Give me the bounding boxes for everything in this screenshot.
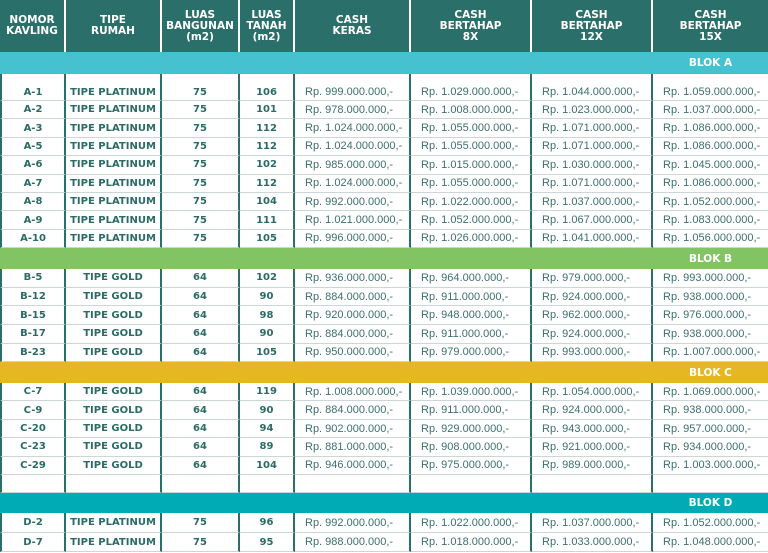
cell-tipe-rumah: TIPE GOLD: [66, 383, 162, 401]
cell-cash-keras: Rp. 902.000.000,-: [295, 420, 411, 438]
cell-cash-keras: Rp. 920.000.000,-: [295, 306, 411, 325]
cell-luas-tanah: 96: [240, 513, 295, 533]
cell-luas-bangunan: 75: [162, 101, 240, 119]
section-band-blok-b: [0, 248, 768, 269]
cell-cash-bertahap-8x: Rp. 911.000.000,-: [411, 401, 532, 419]
cell-nomor-kavling: A-10: [0, 230, 66, 248]
cell-cash-keras: Rp. 1.021.000.000,-: [295, 211, 411, 229]
header-cash-keras: CASH KERAS: [295, 0, 411, 52]
cell-cash-bertahap-8x: Rp. 929.000.000,-: [411, 420, 532, 438]
cell-nomor-kavling: B-17: [0, 325, 66, 344]
cell-luas-bangunan: 64: [162, 325, 240, 344]
cell-nomor-kavling: A-1: [0, 74, 66, 101]
cell-cash-bertahap-15x: Rp. 1.086.000.000,-: [653, 119, 768, 137]
table-row: [0, 193, 768, 211]
cell-luas-bangunan: 75: [162, 119, 240, 137]
table-row: [0, 156, 768, 174]
cell-cash-keras: Rp. 992.000.000,-: [295, 193, 411, 211]
header-cash-bertahap-15x: CASH BERTAHAP 15X: [679, 8, 742, 43]
cell-cash-bertahap-12x: Rp. 962.000.000,-: [532, 306, 653, 325]
cell-nomor-kavling: D-7: [0, 533, 66, 553]
cell-cash-bertahap-12x: Rp. 1.037.000.000,-: [532, 513, 653, 533]
cell-cash-bertahap-8x: Rp. 1.022.000.000,-: [411, 193, 532, 211]
cell-cash-bertahap-15x: Rp. 1.045.000.000,-: [653, 156, 768, 174]
cell-cash-bertahap-15x: Rp. 1.059.000.000,-: [653, 74, 768, 101]
cell-tipe-rumah: TIPE GOLD: [66, 325, 162, 344]
cell-cash-keras: Rp. 936.000.000,-: [295, 269, 411, 288]
cell-luas-tanah: 105: [240, 344, 295, 363]
table-row: [0, 475, 768, 493]
cell-cash-bertahap-12x: Rp. 924.000.000,-: [532, 401, 653, 419]
table-row: [0, 420, 768, 438]
cell-luas-tanah: 90: [240, 325, 295, 344]
table-row: [0, 533, 768, 553]
cell-nomor-kavling: B-23: [0, 344, 66, 363]
cell-luas-tanah: 111: [240, 211, 295, 229]
cell-luas-bangunan: 75: [162, 175, 240, 193]
cell-tipe-rumah: TIPE PLATINUM: [66, 156, 162, 174]
cell-luas-bangunan: 64: [162, 269, 240, 288]
cell-luas-bangunan: 75: [162, 156, 240, 174]
cell-cash-keras: Rp. 988.000.000,-: [295, 533, 411, 553]
cell-cash-keras: Rp. 884.000.000,-: [295, 401, 411, 419]
cell-luas-bangunan: 64: [162, 457, 240, 475]
cell-nomor-kavling: A-9: [0, 211, 66, 229]
cell-cash-bertahap-8x: Rp. 1.055.000.000,-: [411, 175, 532, 193]
cell-tipe-rumah: TIPE GOLD: [66, 306, 162, 325]
cell-cash-bertahap-8x: Rp. 1.015.000.000,-: [411, 156, 532, 174]
cell-cash-bertahap-15x: Rp. 1.048.000.000,-: [653, 533, 768, 553]
cell-tipe-rumah: TIPE GOLD: [66, 420, 162, 438]
cell-luas-tanah: 102: [240, 156, 295, 174]
cell-nomor-kavling: C-23: [0, 438, 66, 456]
cell-luas-bangunan: 64: [162, 306, 240, 325]
cell-cash-bertahap-8x: Rp. 1.018.000.000,-: [411, 533, 532, 553]
cell-cash-bertahap-12x: Rp. 1.033.000.000,-: [532, 533, 653, 553]
section-label: BLOK B: [688, 252, 733, 265]
cell-cash-bertahap-12x: Rp. 1.071.000.000,-: [532, 138, 653, 156]
section-label: BLOK D: [688, 497, 733, 510]
cell-cash-keras: Rp. 996.000.000,-: [295, 230, 411, 248]
header-luas-bangunan: LUAS BANGUNAN (m2): [162, 0, 240, 52]
cell-cash-bertahap-8x: Rp. 1.022.000.000,-: [411, 513, 532, 533]
cell-luas-tanah: 102: [240, 269, 295, 288]
cell-cash-keras: Rp. 1.024.000.000,-: [295, 138, 411, 156]
table-row: [0, 288, 768, 307]
section-label: BLOK C: [689, 366, 732, 379]
cell-cash-keras: Rp. 999.000.000,-: [295, 74, 411, 101]
cell-cash-bertahap-15x: Rp. 993.000.000,-: [653, 269, 768, 288]
table-row: [0, 138, 768, 156]
cell-tipe-rumah: TIPE GOLD: [66, 401, 162, 419]
cell-tipe-rumah: TIPE GOLD: [66, 344, 162, 363]
cell-tipe-rumah: TIPE PLATINUM: [66, 101, 162, 119]
cell-nomor-kavling: A-7: [0, 175, 66, 193]
cell-cash-bertahap-12x: [532, 475, 653, 493]
cell-cash-bertahap-8x: Rp. 1.039.000.000,-: [411, 383, 532, 401]
cell-nomor-kavling: B-12: [0, 288, 66, 307]
cell-cash-bertahap-15x: Rp. 1.037.000.000,-: [653, 101, 768, 119]
cell-luas-tanah: 98: [240, 306, 295, 325]
cell-cash-bertahap-8x: Rp. 948.000.000,-: [411, 306, 532, 325]
cell-nomor-kavling: C-9: [0, 401, 66, 419]
cell-cash-bertahap-15x: Rp. 1.056.000.000,-: [653, 230, 768, 248]
cell-luas-tanah: 101: [240, 101, 295, 119]
cell-cash-bertahap-8x: Rp. 1.008.000.000,-: [411, 101, 532, 119]
cell-cash-bertahap-8x: Rp. 1.055.000.000,-: [411, 119, 532, 137]
cell-cash-bertahap-12x: Rp. 1.023.000.000,-: [532, 101, 653, 119]
cell-luas-tanah: 112: [240, 138, 295, 156]
cell-cash-bertahap-12x: Rp. 1.071.000.000,-: [532, 175, 653, 193]
table-row: [0, 383, 768, 401]
header-tipe-rumah: TIPE RUMAH: [66, 0, 162, 52]
cell-cash-bertahap-15x: Rp. 1.052.000.000,-: [653, 513, 768, 533]
table-row: [0, 119, 768, 137]
cell-tipe-rumah: TIPE PLATINUM: [66, 119, 162, 137]
cell-tipe-rumah: TIPE PLATINUM: [66, 74, 162, 101]
cell-tipe-rumah: [66, 475, 162, 493]
cell-tipe-rumah: TIPE PLATINUM: [66, 211, 162, 229]
cell-cash-bertahap-15x: Rp. 957.000.000,-: [653, 420, 768, 438]
cell-cash-keras: Rp. 992.000.000,-: [295, 513, 411, 533]
cell-nomor-kavling: C-7: [0, 383, 66, 401]
cell-nomor-kavling: C-20: [0, 420, 66, 438]
cell-luas-bangunan: [162, 475, 240, 493]
header-cash-bertahap-12x: CASH BERTAHAP 12X: [532, 0, 653, 52]
cell-luas-bangunan: 64: [162, 288, 240, 307]
cell-cash-bertahap-15x: [653, 475, 768, 493]
table-row: [0, 74, 768, 101]
table-row: [0, 457, 768, 475]
cell-cash-keras: Rp. 978.000.000,-: [295, 101, 411, 119]
cell-cash-keras: Rp. 1.008.000.000,-: [295, 383, 411, 401]
cell-cash-keras: Rp. 1.024.000.000,-: [295, 175, 411, 193]
cell-luas-bangunan: 75: [162, 211, 240, 229]
cell-cash-bertahap-12x: Rp. 943.000.000,-: [532, 420, 653, 438]
cell-tipe-rumah: TIPE PLATINUM: [66, 513, 162, 533]
cell-cash-bertahap-12x: Rp. 993.000.000,-: [532, 344, 653, 363]
header-cash-bertahap-8x: CASH BERTAHAP 8X: [411, 0, 532, 52]
cell-tipe-rumah: TIPE GOLD: [66, 438, 162, 456]
cell-luas-tanah: 105: [240, 230, 295, 248]
table-row: [0, 513, 768, 533]
cell-luas-tanah: 112: [240, 175, 295, 193]
cell-nomor-kavling: C-29: [0, 457, 66, 475]
cell-cash-bertahap-15x: Rp. 1.083.000.000,-: [653, 211, 768, 229]
cell-tipe-rumah: TIPE GOLD: [66, 269, 162, 288]
cell-luas-tanah: 104: [240, 193, 295, 211]
cell-cash-keras: [295, 475, 411, 493]
cell-cash-bertahap-15x: Rp. 1.007.000.000,-: [653, 344, 768, 363]
cell-cash-bertahap-8x: Rp. 979.000.000,-: [411, 344, 532, 363]
cell-cash-keras: Rp. 1.024.000.000,-: [295, 119, 411, 137]
cell-luas-bangunan: 75: [162, 513, 240, 533]
cell-nomor-kavling: D-2: [0, 513, 66, 533]
table-row: [0, 230, 768, 248]
cell-cash-bertahap-12x: Rp. 1.037.000.000,-: [532, 193, 653, 211]
cell-cash-bertahap-8x: Rp. 1.052.000.000,-: [411, 211, 532, 229]
cell-cash-bertahap-8x: Rp. 911.000.000,-: [411, 325, 532, 344]
cell-cash-bertahap-8x: Rp. 964.000.000,-: [411, 269, 532, 288]
cell-cash-bertahap-12x: Rp. 979.000.000,-: [532, 269, 653, 288]
cell-luas-tanah: 90: [240, 288, 295, 307]
cell-cash-bertahap-12x: Rp. 989.000.000,-: [532, 457, 653, 475]
header-luas-tanah: LUAS TANAH (m2): [240, 0, 295, 52]
cell-cash-bertahap-8x: Rp. 975.000.000,-: [411, 457, 532, 475]
table-row: [0, 101, 768, 119]
cell-cash-keras: Rp. 884.000.000,-: [295, 325, 411, 344]
cell-cash-bertahap-12x: Rp. 921.000.000,-: [532, 438, 653, 456]
cell-cash-bertahap-15x: Rp. 976.000.000,-: [653, 306, 768, 325]
cell-luas-bangunan: 75: [162, 230, 240, 248]
table-row: [0, 344, 768, 363]
table-row: [0, 175, 768, 193]
cell-cash-bertahap-8x: Rp. 1.055.000.000,-: [411, 138, 532, 156]
cell-nomor-kavling: B-5: [0, 269, 66, 288]
cell-luas-tanah: 95: [240, 533, 295, 553]
cell-nomor-kavling: A-6: [0, 156, 66, 174]
cell-luas-bangunan: 75: [162, 138, 240, 156]
cell-tipe-rumah: TIPE PLATINUM: [66, 533, 162, 553]
header-nomor-kavling: NOMOR KAVLING: [0, 0, 66, 52]
cell-luas-bangunan: 64: [162, 344, 240, 363]
cell-cash-bertahap-15x: Rp. 938.000.000,-: [653, 288, 768, 307]
cell-cash-bertahap-12x: Rp. 924.000.000,-: [532, 325, 653, 344]
cell-nomor-kavling: A-8: [0, 193, 66, 211]
cell-cash-bertahap-12x: Rp. 1.067.000.000,-: [532, 211, 653, 229]
table-header: [0, 0, 768, 52]
cell-nomor-kavling: A-3: [0, 119, 66, 137]
cell-nomor-kavling: A-2: [0, 101, 66, 119]
cell-cash-bertahap-15x: Rp. 1.003.000.000,-: [653, 457, 768, 475]
table-row: [0, 325, 768, 344]
cell-tipe-rumah: TIPE GOLD: [66, 288, 162, 307]
cell-luas-tanah: 106: [240, 74, 295, 101]
cell-cash-keras: Rp. 881.000.000,-: [295, 438, 411, 456]
cell-tipe-rumah: TIPE PLATINUM: [66, 193, 162, 211]
cell-luas-bangunan: 75: [162, 533, 240, 553]
table-row: [0, 211, 768, 229]
table-row: [0, 306, 768, 325]
cell-luas-bangunan: 64: [162, 438, 240, 456]
cell-cash-bertahap-15x: Rp. 938.000.000,-: [653, 401, 768, 419]
cell-cash-bertahap-12x: Rp. 1.030.000.000,-: [532, 156, 653, 174]
cell-cash-keras: Rp. 946.000.000,-: [295, 457, 411, 475]
section-band-blok-d: [0, 493, 768, 513]
cell-cash-bertahap-15x: Rp. 934.000.000,-: [653, 438, 768, 456]
cell-tipe-rumah: TIPE GOLD: [66, 457, 162, 475]
cell-tipe-rumah: TIPE PLATINUM: [66, 175, 162, 193]
table-row: [0, 438, 768, 456]
cell-luas-tanah: 94: [240, 420, 295, 438]
table-row: [0, 401, 768, 419]
section-label: BLOK A: [688, 57, 733, 69]
cell-luas-bangunan: 64: [162, 383, 240, 401]
cell-cash-bertahap-12x: Rp. 1.044.000.000,-: [532, 74, 653, 101]
cell-luas-tanah: 90: [240, 401, 295, 419]
section-band-blok-c: [0, 362, 768, 383]
cell-luas-bangunan: 64: [162, 401, 240, 419]
cell-luas-bangunan: 75: [162, 74, 240, 101]
cell-cash-bertahap-12x: Rp. 1.054.000.000,-: [532, 383, 653, 401]
cell-cash-keras: Rp. 884.000.000,-: [295, 288, 411, 307]
cell-luas-tanah: 112: [240, 119, 295, 137]
cell-cash-bertahap-15x: Rp. 1.069.000.000,-: [653, 383, 768, 401]
cell-cash-bertahap-8x: Rp. 1.026.000.000,-: [411, 230, 532, 248]
cell-luas-bangunan: 75: [162, 193, 240, 211]
cell-cash-bertahap-8x: Rp. 908.000.000,-: [411, 438, 532, 456]
cell-nomor-kavling: B-15: [0, 306, 66, 325]
cell-cash-bertahap-12x: Rp. 1.041.000.000,-: [532, 230, 653, 248]
cell-luas-tanah: 89: [240, 438, 295, 456]
cell-tipe-rumah: TIPE PLATINUM: [66, 138, 162, 156]
cell-cash-keras: Rp. 985.000.000,-: [295, 156, 411, 174]
cell-cash-bertahap-12x: Rp. 924.000.000,-: [532, 288, 653, 307]
cell-cash-bertahap-8x: Rp. 911.000.000,-: [411, 288, 532, 307]
cell-luas-tanah: 104: [240, 457, 295, 475]
cell-cash-bertahap-15x: Rp. 1.086.000.000,-: [653, 138, 768, 156]
cell-luas-bangunan: 64: [162, 420, 240, 438]
cell-cash-bertahap-8x: Rp. 1.029.000.000,-: [411, 74, 532, 101]
cell-tipe-rumah: TIPE PLATINUM: [66, 230, 162, 248]
cell-cash-keras: Rp. 950.000.000,-: [295, 344, 411, 363]
cell-luas-tanah: 119: [240, 383, 295, 401]
cell-nomor-kavling: [0, 475, 66, 493]
cell-luas-tanah: [240, 475, 295, 493]
cell-cash-bertahap-8x: [411, 475, 532, 493]
cell-nomor-kavling: A-5: [0, 138, 66, 156]
cell-cash-bertahap-12x: Rp. 1.071.000.000,-: [532, 119, 653, 137]
cell-cash-bertahap-15x: Rp. 1.052.000.000,-: [653, 193, 768, 211]
cell-cash-bertahap-15x: Rp. 938.000.000,-: [653, 325, 768, 344]
table-row: [0, 269, 768, 288]
cell-cash-bertahap-15x: Rp. 1.086.000.000,-: [653, 175, 768, 193]
section-band-blok-a: [0, 52, 768, 74]
